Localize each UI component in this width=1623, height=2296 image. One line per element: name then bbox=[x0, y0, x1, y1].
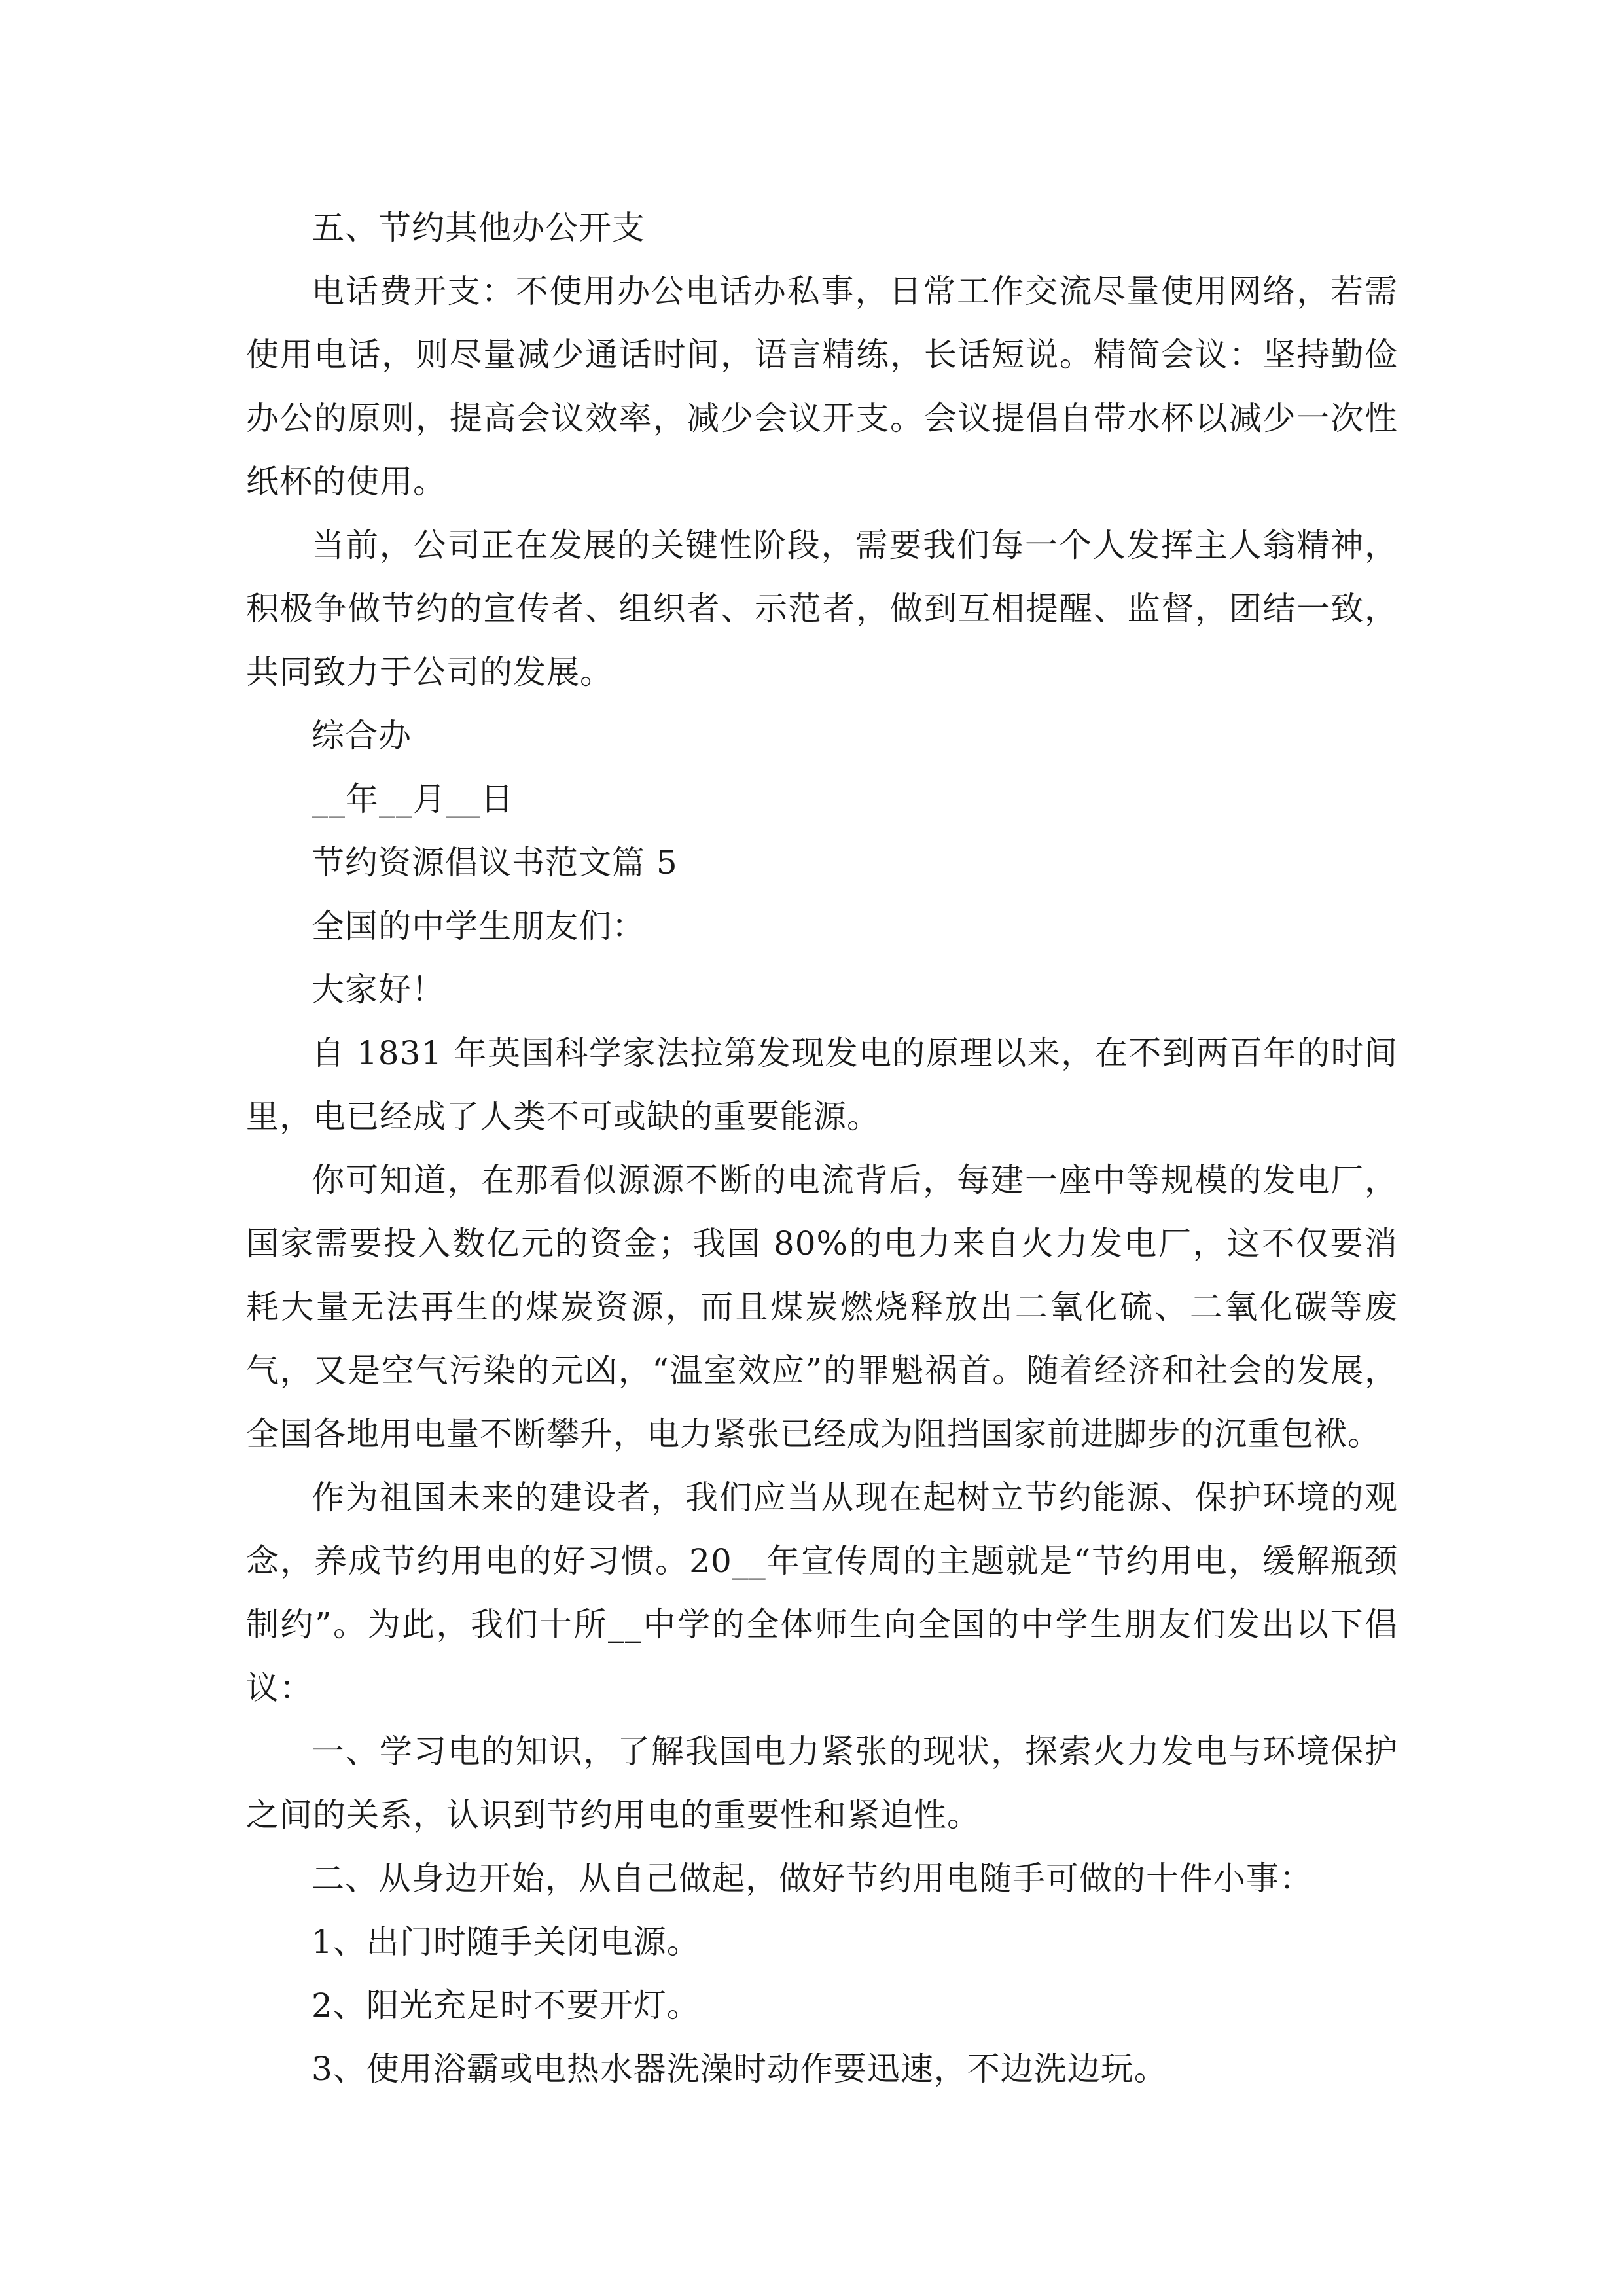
paragraph-builders: 作为祖国未来的建设者，我们应当从现在起树立节约能源、保护环境的观念，养成节约用电的好习惯。20__年宣传周的主题就是“节约用电，缓解瓶颈制约”。为此，我们十所__中学的全体师生向全国的中学生朋友们发出以下倡议： bbox=[246, 1479, 1398, 1707]
greeting: 大家好！ bbox=[312, 971, 445, 1009]
paragraph-company-stage: 当前，公司正在发展的关键性阶段，需要我们每一个人发挥主人翁精神，积极争做节约的宣传者、组织者、示范者，做到互相提醒、监督，团结一致，共同致力于公司的发展。 bbox=[246, 526, 1398, 691]
document-body bbox=[246, 196, 1398, 2101]
list-item-3: 3、使用浴霸或电热水器洗澡时动作要迅速，不边洗边玩。 bbox=[312, 2050, 1168, 2088]
salutation: 全国的中学生朋友们： bbox=[312, 907, 645, 945]
paragraph-phone-expense: 电话费开支：不使用办公电话办私事，日常工作交流尽量使用网络，若需使用电话，则尽量减少通话时间，语言精练，长话短说。精简会议：坚持勤俭办公的原则，提高会议效率，减少会议开支。会议提倡自带水杯以减少一次性纸杯的使用。 bbox=[246, 272, 1398, 501]
proposal-item-1: 一、学习电的知识，了解我国电力紧张的现状，探索火力发电与环境保护之间的关系，认识到节约用电的重要性和紧迫性。 bbox=[246, 1732, 1398, 1834]
list-item-1: 1、出门时随手关闭电源。 bbox=[312, 1923, 700, 1961]
paragraph-faraday: 自 1831 年英国科学家法拉第发现发电的原理以来，在不到两百年的时间里，电已经成了人类不可或缺的重要能源。 bbox=[246, 1034, 1398, 1136]
paragraph-power-plants: 你可知道，在那看似源源不断的电流背后，每建一座中等规模的发电厂，国家需要投入数亿元的资金；我国 80%的电力来自火力发电厂，这不仅要消耗大量无法再生的煤炭资源，而且煤炭燃烧释放出二氧化硫、二氧化碳等废气，又是空气污染的元凶，“温室效应”的罪魁祸首。随着经济和社会的发展，全国各地用电量不断攀升，电力紧张已经成为阻挡国家前进脚步的沉重包袱。 bbox=[246, 1161, 1398, 1453]
proposal-item-2: 二、从身边开始，从自己做起，做好节约用电随手可做的十件小事： bbox=[312, 1859, 1313, 1897]
signature-department: 综合办 bbox=[312, 717, 412, 755]
article-title: 节约资源倡议书范文篇 5 bbox=[312, 844, 678, 882]
section-heading-5: 五、节约其他办公开支 bbox=[312, 209, 645, 247]
signature-date: __年__月__日 bbox=[312, 780, 514, 818]
list-item-2: 2、阳光充足时不要开灯。 bbox=[312, 1986, 700, 2024]
